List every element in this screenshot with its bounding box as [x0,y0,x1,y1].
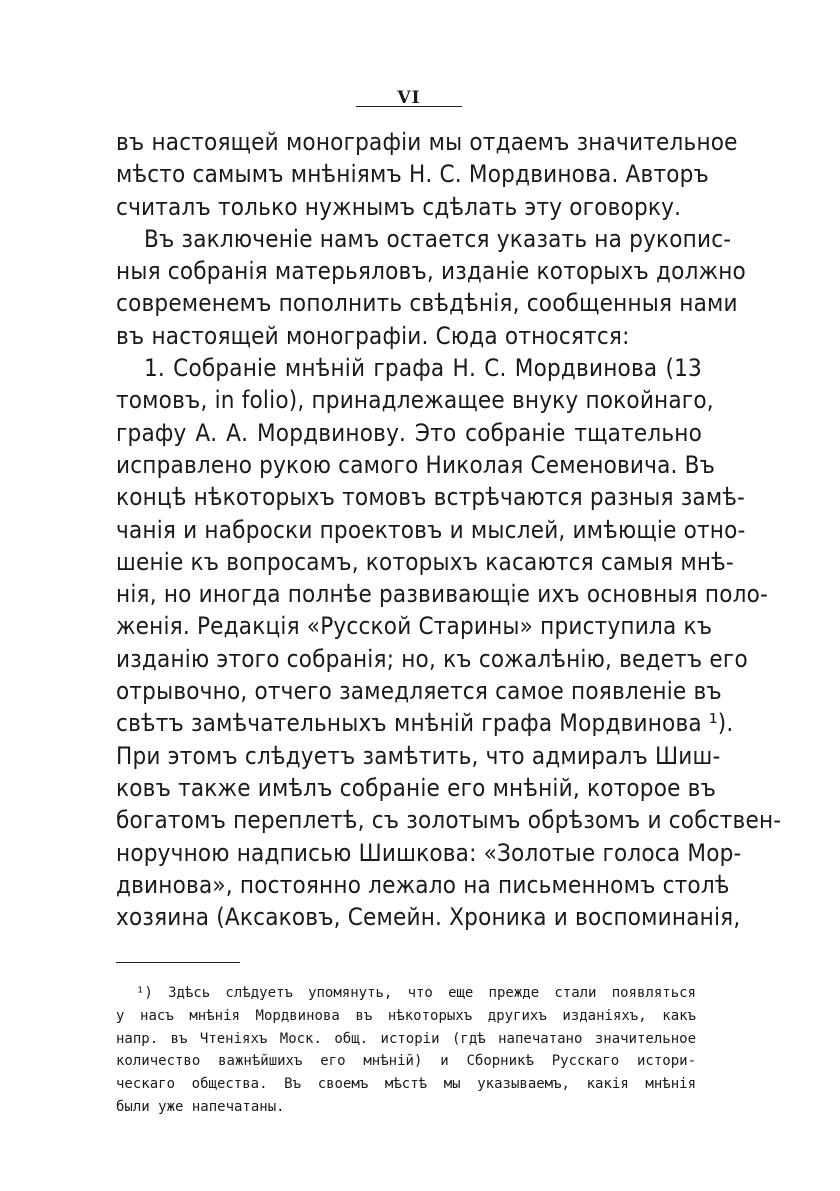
text-line: двинова», постоянно лежало на письменномъ столѣ [116,870,730,899]
footnote-line: были уже напечатаны. [116,1098,285,1115]
footnote-line: у насъ мнѣнія Мордвинова въ нѣкоторыхъ другихъ изданіяхъ, какъ [116,1007,696,1024]
text-line: хозяина (Аксаковъ, Семейн. Хроника и воспоминанія, [116,903,741,932]
page-number: VI [397,88,421,108]
text-line: графу А. А. Мордвинову. Это собраніе тщательно [116,418,702,447]
footnote-rule [116,962,240,963]
footnote [116,982,696,1119]
text-line: шеніе къ вопросамъ, которыхъ касаются самыя мнѣ- [116,547,734,576]
text-line: мѣсто самымъ мнѣніямъ Н. С. Мордвинова. Авторъ [116,160,709,189]
text-line: ковъ также имѣлъ собраніе его мнѣній, которое въ [116,773,717,802]
text-line: норучною надписью Шишкова: «Золотые голоса Мор- [116,838,742,867]
text-line: въ настоящей монографіи. Сюда относятся: [116,321,630,350]
page-number-rule [356,106,462,107]
text-line: 1. Собраніе мнѣній графа Н. С. Мордвинова (13 [144,354,702,383]
text-line: отрывочно, отчего замедляется самое появленіе въ [116,677,722,706]
text-line: Въ заключеніе намъ остается указать на рукопис- [144,224,732,253]
text-line: современемъ пополнить свѣдѣнія, сообщенныя нами [116,289,738,318]
footnote-line: ческаго общества. Въ своемъ мѣстѣ мы указываемъ, какія мнѣнія [116,1076,696,1093]
text-line: свѣтъ замѣчательныхъ мнѣній графа Мордвинова ¹). [116,709,734,738]
text-line: считалъ только нужнымъ сдѣлать эту оговорку. [116,192,682,221]
text-line: концѣ нѣкоторыхъ томовъ встрѣчаются разныя замѣ- [116,483,746,512]
text-line: въ настоящей монографіи мы отдаемъ значительное [116,128,738,156]
footnote-line: ¹) Здѣсь слѣдуетъ упомянуть, что еще прежде стали появляться [136,985,696,1001]
text-line: нія, но иногда полнѣе развивающіе ихъ основныя поло- [116,580,769,609]
text-line: томовъ, in folio), принадлежащее внуку покойнаго, [116,386,714,415]
text-line: богатомъ переплетѣ, съ золотымъ обрѣзомъ и собствен- [116,806,782,835]
footnote-line: количество важнѣйшихъ его мнѣній) и Сборникѣ Русскаго истори- [116,1053,696,1070]
text-line: исправлено рукою самого Николая Семеновича. Въ [116,450,716,479]
text-line: чанія и наброски проектовъ и мыслей, имѣющіе отно- [116,515,746,544]
body-text [116,126,782,933]
text-line: изданію этого собранія; но, къ сожалѣнію, ведетъ его [116,644,748,673]
text-line: При этомъ слѣдуетъ замѣтить, что адмиралъ Шиш- [116,741,721,770]
text-line: ныя собранія матерьяловъ, изданіе которыхъ должно [116,257,746,286]
text-line: женія. Редакція «Русской Старины» приступила къ [116,612,713,641]
footnote-line: напр. въ Чтеніяхъ Моск. общ. исторіи (гдѣ напечатано значительное [116,1030,696,1047]
